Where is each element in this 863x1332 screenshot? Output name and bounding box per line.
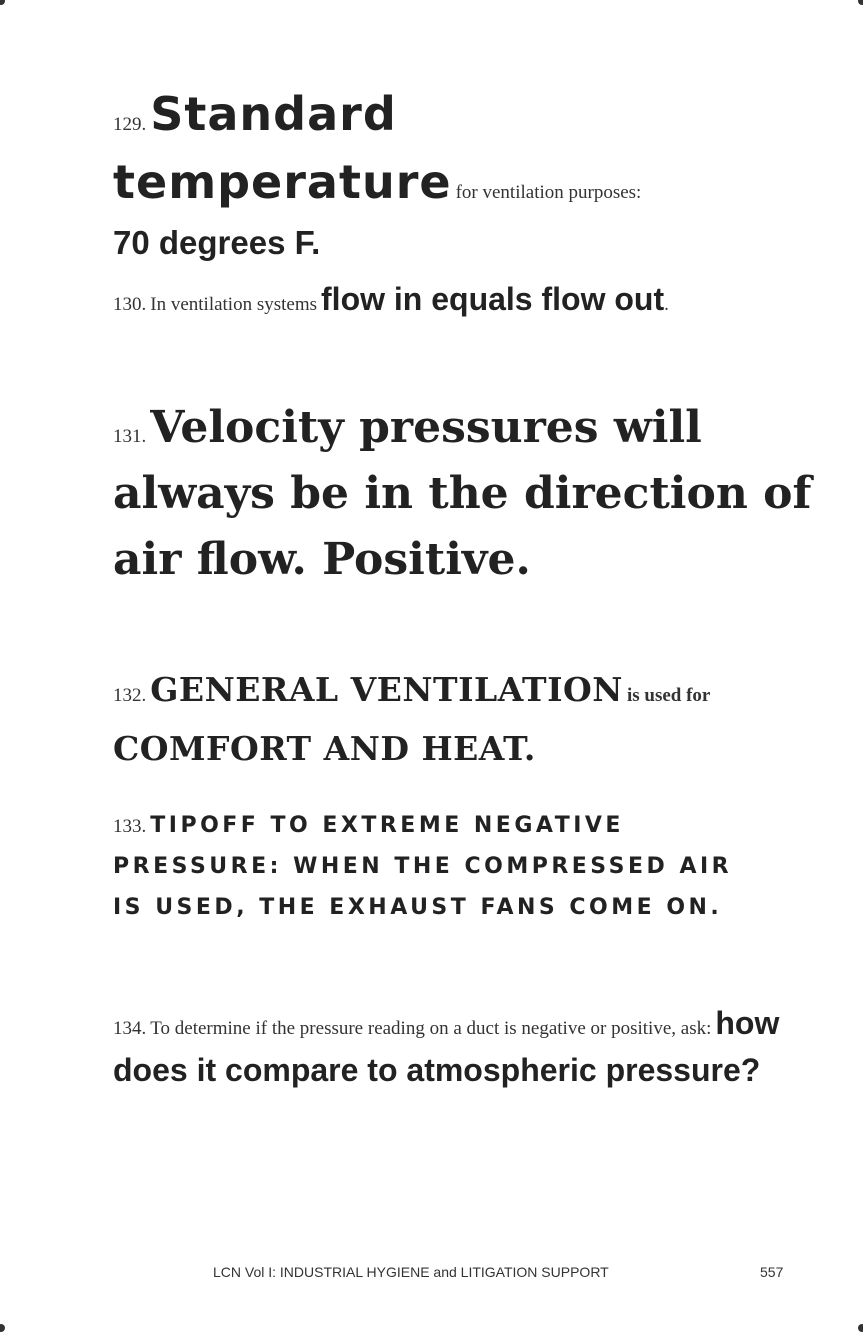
corner-mark <box>858 1324 863 1332</box>
item-emphasis: COMFORT AND HEAT. <box>113 729 536 768</box>
item-emphasis: flow in equals flow out <box>321 281 665 317</box>
item-emphasis: temperature <box>113 155 452 209</box>
item-131 <box>113 400 813 598</box>
item-130 <box>113 278 793 327</box>
page-number: 557 <box>760 1264 784 1280</box>
item-emphasis: Velocity pressures will always be in the direction of air flow. Positive. <box>113 402 812 585</box>
item-number: 131. <box>113 426 147 447</box>
item-punctuation: . <box>664 294 669 315</box>
item-emphasis: TIPOFF TO EXTREME NEGATIVE PRESSURE: WHEN THE COMPRESSED AIR IS USED, THE EXHAUST FANS COME ON. <box>113 813 733 920</box>
item-emphasis: Standard <box>150 87 397 141</box>
corner-mark <box>0 0 5 5</box>
item-emphasis: how does it compare to atmospheric pressure? <box>113 1005 780 1088</box>
item-number: 134. <box>113 1018 147 1039</box>
item-value: 70 degrees F. <box>113 224 321 261</box>
corner-mark <box>858 0 863 5</box>
item-129 <box>113 86 793 264</box>
item-text: To determine if the pressure reading on a duct is negative or positive, ask: <box>150 1018 712 1039</box>
item-number: 129. <box>113 114 147 135</box>
item-number: 133. <box>113 816 147 837</box>
item-number: 130. <box>113 294 147 315</box>
item-134 <box>113 1003 793 1097</box>
item-number: 132. <box>113 685 147 706</box>
item-text: for ventilation purposes: <box>455 182 642 203</box>
item-emphasis: GENERAL VENTILATION <box>150 670 623 709</box>
item-text: In ventilation systems <box>150 294 318 315</box>
item-text: is used for <box>626 685 711 706</box>
item-132 <box>113 664 813 782</box>
page-footer: LCN Vol I: INDUSTRIAL HYGIENE and LITIGATION SUPPORT <box>213 1264 609 1280</box>
item-133 <box>113 806 763 929</box>
corner-mark <box>0 1324 5 1332</box>
